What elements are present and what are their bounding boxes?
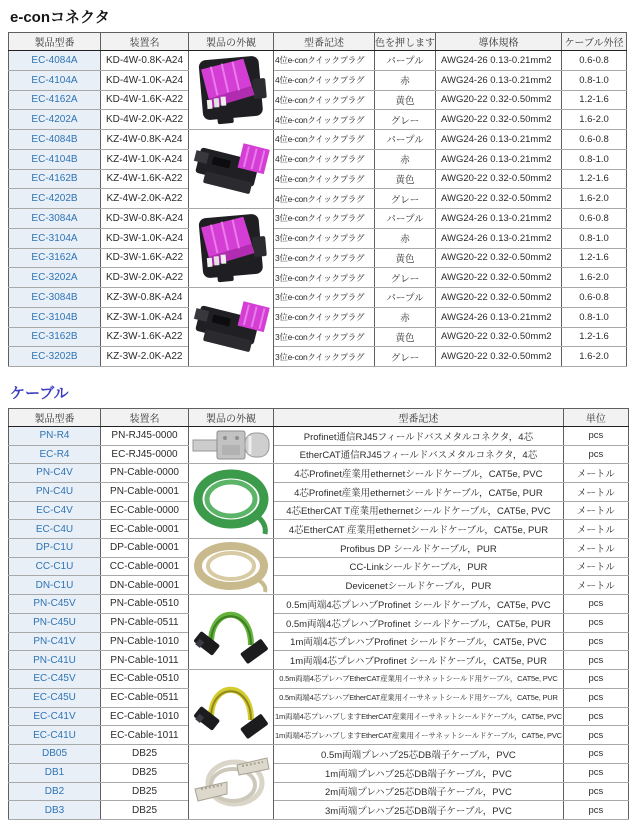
- color-cell: グレー: [375, 110, 436, 130]
- table-row: [9, 347, 627, 367]
- product-model-link[interactable]: PN-R4: [9, 427, 101, 446]
- model-desc-cell: 4位e-conクイックプラグ: [274, 189, 375, 209]
- col-header-desc: 型番記述: [274, 409, 564, 427]
- model-desc-cell: 4芯EtherCAT 産業用ethernetシールドケーブル，CAT5e, PUR: [274, 520, 564, 539]
- col-header-device: 装置名: [101, 409, 189, 427]
- product-photo-cell: [189, 745, 274, 820]
- device-name-cell: PN-Cable-0510: [101, 595, 189, 614]
- table-row: [9, 745, 629, 764]
- device-name-cell: EC-Cable-1011: [101, 726, 189, 745]
- color-cell: グレー: [375, 189, 436, 209]
- product-photo-cell: [189, 670, 274, 745]
- device-name-cell: KZ-3W-1.6K-A22: [101, 327, 189, 347]
- table-row: [9, 613, 629, 632]
- table-row: [9, 248, 627, 268]
- unit-cell: pcs: [563, 801, 628, 820]
- color-cell: 赤: [375, 228, 436, 248]
- model-desc-cell: 1m両端4芯プレハブProfinet シールドケーブル，CAT5e, PVC: [274, 632, 564, 651]
- product-model-link[interactable]: EC-3104B: [9, 307, 101, 327]
- unit-cell: pcs: [563, 595, 628, 614]
- table-row: [9, 576, 629, 595]
- table-row: [9, 707, 629, 726]
- color-cell: 赤: [375, 307, 436, 327]
- green-patch-cable-photo: [189, 595, 273, 669]
- econ-connector-table: [8, 32, 627, 367]
- cable-od-cell: 0.8-1.0: [562, 307, 627, 327]
- model-desc-cell: Profibus DP シールドケーブル，PUR: [274, 539, 564, 558]
- model-desc-cell: 0.5m両端プレハブ25芯DB端子ケーブル，PVC: [274, 745, 564, 764]
- model-desc-cell: Profinet通信RJ45フィールドバスメタルコネクタ，4芯: [274, 427, 564, 446]
- unit-cell: メートル: [563, 464, 628, 483]
- product-photo-cell: [189, 130, 274, 209]
- product-model-link[interactable]: EC-3084B: [9, 288, 101, 308]
- product-model-link[interactable]: EC-4104B: [9, 149, 101, 169]
- product-photo-cell: [189, 51, 274, 130]
- device-name-cell: KD-4W-1.6K-A22: [101, 90, 189, 110]
- cable-od-cell: 1.6-2.0: [562, 189, 627, 209]
- model-desc-cell: 3位e-conクイックプラグ: [274, 288, 375, 308]
- color-cell: パープル: [375, 209, 436, 229]
- product-model-link[interactable]: DN-C1U: [9, 576, 101, 595]
- color-cell: 黄色: [375, 327, 436, 347]
- model-desc-cell: 0.5m両端4芯プレハブProfinet シールドケーブル，CAT5e, PVC: [274, 595, 564, 614]
- cable-od-cell: 1.6-2.0: [562, 268, 627, 288]
- product-model-link[interactable]: EC-4104A: [9, 70, 101, 90]
- model-desc-cell: CC-Linkシールドケーブル，PUR: [274, 557, 564, 576]
- product-model-link[interactable]: EC-C45V: [9, 670, 101, 689]
- col-header-model: 製品型番: [9, 33, 101, 51]
- device-name-cell: KD-3W-0.8K-A24: [101, 209, 189, 229]
- model-desc-cell: 0.5m両端4芯プレハブEtherCAT産業用イーサネットシールド用ケーブル，CAT5e, PUR: [274, 688, 564, 707]
- color-cell: 赤: [375, 70, 436, 90]
- unit-cell: pcs: [563, 613, 628, 632]
- device-name-cell: KD-3W-1.0K-A24: [101, 228, 189, 248]
- device-name-cell: KD-4W-1.0K-A24: [101, 70, 189, 90]
- conductor-spec-cell: AWG20-22 0.32-0.50mm2: [436, 347, 562, 367]
- table-row: [9, 228, 627, 248]
- product-model-link[interactable]: DP-C1U: [9, 539, 101, 558]
- table-row: [9, 51, 627, 71]
- device-name-cell: EC-Cable-1010: [101, 707, 189, 726]
- product-model-link[interactable]: EC-4084B: [9, 130, 101, 150]
- product-model-link[interactable]: EC-4084A: [9, 51, 101, 71]
- table-row: [9, 110, 627, 130]
- econ-connector-angled-photo: [189, 288, 273, 366]
- product-model-link[interactable]: PN-C45U: [9, 613, 101, 632]
- cable-od-cell: 0.8-1.0: [562, 149, 627, 169]
- product-model-link[interactable]: EC-C4V: [9, 501, 101, 520]
- device-name-cell: KD-4W-0.8K-A24: [101, 51, 189, 71]
- model-desc-cell: 1m両端4芯プレハブしますEtherCAT産業用イーサネットシールドケーブル，CAT5e, PVC: [274, 707, 564, 726]
- rj45-metal-connector-photo: [189, 427, 273, 463]
- conductor-spec-cell: AWG20-22 0.32-0.50mm2: [436, 189, 562, 209]
- table-row: [9, 801, 629, 820]
- conductor-spec-cell: AWG20-22 0.32-0.50mm2: [436, 110, 562, 130]
- table-row: [9, 651, 629, 670]
- unit-cell: メートル: [563, 520, 628, 539]
- table-row: [9, 520, 629, 539]
- table-row: [9, 169, 627, 189]
- product-photo-cell: [189, 595, 274, 670]
- model-desc-cell: 4位e-conクイックプラグ: [274, 70, 375, 90]
- device-name-cell: KD-3W-2.0K-A22: [101, 268, 189, 288]
- product-photo-cell: [189, 288, 274, 367]
- device-name-cell: KD-4W-2.0K-A22: [101, 110, 189, 130]
- table-row: [9, 70, 627, 90]
- table-row: [9, 557, 629, 576]
- model-desc-cell: 3m両端プレハブ25芯DB端子ケーブル，PVC: [274, 801, 564, 820]
- conductor-spec-cell: AWG20-22 0.32-0.50mm2: [436, 288, 562, 308]
- unit-cell: pcs: [563, 726, 628, 745]
- product-model-link[interactable]: EC-3162B: [9, 327, 101, 347]
- table-row: [9, 209, 627, 229]
- product-model-link[interactable]: DB05: [9, 745, 101, 764]
- product-model-link[interactable]: EC-3202B: [9, 347, 101, 367]
- product-model-link[interactable]: PN-C4U: [9, 482, 101, 501]
- unit-cell: pcs: [563, 707, 628, 726]
- col-header-unit: 単位: [563, 409, 628, 427]
- product-model-link[interactable]: EC-C41V: [9, 707, 101, 726]
- device-name-cell: PN-Cable-0001: [101, 482, 189, 501]
- product-model-link[interactable]: EC-C45U: [9, 688, 101, 707]
- model-desc-cell: 4芯EtherCAT T産業用ethernetシールドケーブル，CAT5e, PVC: [274, 501, 564, 520]
- device-name-cell: PN-Cable-1010: [101, 632, 189, 651]
- product-model-link[interactable]: EC-4202B: [9, 189, 101, 209]
- col-header-appearance: 製品の外観: [189, 409, 274, 427]
- product-photo-cell: [189, 464, 274, 539]
- device-name-cell: EC-Cable-0000: [101, 501, 189, 520]
- product-model-link[interactable]: EC-3104A: [9, 228, 101, 248]
- device-name-cell: KZ-3W-0.8K-A24: [101, 288, 189, 308]
- table-row: [9, 464, 629, 483]
- device-name-cell: KZ-3W-1.0K-A24: [101, 307, 189, 327]
- product-model-link[interactable]: EC-3202A: [9, 268, 101, 288]
- unit-cell: pcs: [563, 688, 628, 707]
- cable-od-cell: 1.6-2.0: [562, 347, 627, 367]
- unit-cell: pcs: [563, 445, 628, 464]
- model-desc-cell: 3位e-conクイックプラグ: [274, 248, 375, 268]
- cable-section-title: ケーブル: [10, 385, 69, 402]
- device-name-cell: DB25: [101, 763, 189, 782]
- conductor-spec-cell: AWG20-22 0.32-0.50mm2: [436, 268, 562, 288]
- color-cell: 黄色: [375, 248, 436, 268]
- product-model-link[interactable]: DB3: [9, 801, 101, 820]
- color-cell: グレー: [375, 347, 436, 367]
- product-model-link[interactable]: DB1: [9, 763, 101, 782]
- cable-table: [8, 408, 629, 820]
- model-desc-cell: 1m両端4芯プレハブしますEtherCAT産業用イーサネットシールドケーブル，CAT5e, PVC: [274, 726, 564, 745]
- col-header-model: 製品型番: [9, 409, 101, 427]
- model-desc-cell: 3位e-conクイックプラグ: [274, 268, 375, 288]
- model-desc-cell: 0.5m両端4芯プレハブProfinet シールドケーブル，CAT5e, PUR: [274, 613, 564, 632]
- unit-cell: メートル: [563, 482, 628, 501]
- model-desc-cell: 4芯Profinet産業用ethernetシールドケーブル，CAT5e, PUR: [274, 482, 564, 501]
- model-desc-cell: 0.5m両端4芯プレハブEtherCAT産業用イーサネットシールド用ケーブル，CAT5e, PVC: [274, 670, 564, 689]
- table-row: [9, 482, 629, 501]
- table-row: [9, 327, 627, 347]
- cable-od-cell: 0.8-1.0: [562, 228, 627, 248]
- model-desc-cell: 4位e-conクイックプラグ: [274, 149, 375, 169]
- table-row: [9, 307, 627, 327]
- conductor-spec-cell: AWG24-26 0.13-0.21mm2: [436, 130, 562, 150]
- table-row: [9, 149, 627, 169]
- product-model-link[interactable]: DB2: [9, 782, 101, 801]
- model-desc-cell: 1m両端プレハブ25芯DB端子ケーブル，PVC: [274, 763, 564, 782]
- econ-connector-angled-photo: [189, 130, 273, 208]
- model-desc-cell: 1m両端4芯プレハブProfinet シールドケーブル，CAT5e, PUR: [274, 651, 564, 670]
- color-cell: パープル: [375, 51, 436, 71]
- model-desc-cell: 3位e-conクイックプラグ: [274, 307, 375, 327]
- col-header-appearance: 製品の外観: [189, 33, 274, 51]
- conductor-spec-cell: AWG24-26 0.13-0.21mm2: [436, 149, 562, 169]
- conductor-spec-cell: AWG24-26 0.13-0.21mm2: [436, 51, 562, 71]
- unit-cell: pcs: [563, 763, 628, 782]
- product-model-link[interactable]: EC-3084A: [9, 209, 101, 229]
- device-name-cell: DB25: [101, 801, 189, 820]
- model-desc-cell: 4位e-conクイックプラグ: [274, 90, 375, 110]
- conductor-spec-cell: AWG24-26 0.13-0.21mm2: [436, 70, 562, 90]
- cable-od-cell: 0.6-0.8: [562, 288, 627, 308]
- product-model-link[interactable]: EC-4162A: [9, 90, 101, 110]
- beige-cable-coil-photo: [189, 539, 273, 594]
- table-row: [9, 427, 629, 446]
- device-name-cell: EC-Cable-0510: [101, 670, 189, 689]
- device-name-cell: PN-RJ45-0000: [101, 427, 189, 446]
- color-cell: パープル: [375, 288, 436, 308]
- table-row: [9, 670, 629, 689]
- model-desc-cell: EtherCAT通信RJ45フィールドバスメタルコネクタ，4芯: [274, 445, 564, 464]
- econ-connector-section-title: e-conコネクタ: [10, 9, 110, 26]
- cable-od-cell: 1.2-1.6: [562, 90, 627, 110]
- model-desc-cell: 3位e-conクイックプラグ: [274, 347, 375, 367]
- econ-connector-front-photo: [189, 209, 273, 287]
- color-cell: 赤: [375, 149, 436, 169]
- model-desc-cell: 4位e-conクイックプラグ: [274, 51, 375, 71]
- cable-od-cell: 1.2-1.6: [562, 327, 627, 347]
- unit-cell: メートル: [563, 576, 628, 595]
- col-header-conductor: 導体規格: [436, 33, 562, 51]
- col-header-color: 色を押します: [375, 33, 436, 51]
- product-model-link[interactable]: EC-C41U: [9, 726, 101, 745]
- model-desc-cell: 4位e-conクイックプラグ: [274, 169, 375, 189]
- conductor-spec-cell: AWG20-22 0.32-0.50mm2: [436, 327, 562, 347]
- device-name-cell: KZ-3W-2.0K-A22: [101, 347, 189, 367]
- cable-od-cell: 0.6-0.8: [562, 130, 627, 150]
- product-model-link[interactable]: EC-4202A: [9, 110, 101, 130]
- db25-cable-photo: [189, 745, 273, 819]
- table-row: [9, 539, 629, 558]
- conductor-spec-cell: AWG24-26 0.13-0.21mm2: [436, 307, 562, 327]
- product-model-link[interactable]: PN-C41U: [9, 651, 101, 670]
- device-name-cell: KZ-4W-2.0K-A22: [101, 189, 189, 209]
- device-name-cell: KD-3W-1.6K-A22: [101, 248, 189, 268]
- device-name-cell: DB25: [101, 745, 189, 764]
- model-desc-cell: Devicenetシールドケーブル，PUR: [274, 576, 564, 595]
- model-desc-cell: 4芯Profinet産業用ethernetシールドケーブル，CAT5e, PVC: [274, 464, 564, 483]
- col-header-od: ケーブル外径: [562, 33, 627, 51]
- model-desc-cell: 4位e-conクイックプラグ: [274, 130, 375, 150]
- model-desc-cell: 2m両端プレハブ25芯DB端子ケーブル，PVC: [274, 782, 564, 801]
- cable-od-cell: 0.6-0.8: [562, 209, 627, 229]
- device-name-cell: KZ-4W-0.8K-A24: [101, 130, 189, 150]
- model-desc-cell: 3位e-conクイックプラグ: [274, 327, 375, 347]
- table-row: [9, 90, 627, 110]
- model-desc-cell: 3位e-conクイックプラグ: [274, 209, 375, 229]
- unit-cell: pcs: [563, 632, 628, 651]
- unit-cell: pcs: [563, 745, 628, 764]
- table-row: [9, 595, 629, 614]
- table-header-row: [9, 409, 629, 427]
- table-row: [9, 130, 627, 150]
- device-name-cell: DB25: [101, 782, 189, 801]
- product-model-link[interactable]: PN-C41V: [9, 632, 101, 651]
- conductor-spec-cell: AWG20-22 0.32-0.50mm2: [436, 90, 562, 110]
- device-name-cell: DN-Cable-0001: [101, 576, 189, 595]
- table-row: [9, 763, 629, 782]
- yellow-patch-cable-photo: [189, 670, 273, 744]
- cable-od-cell: 1.2-1.6: [562, 169, 627, 189]
- table-row: [9, 445, 629, 464]
- table-row: [9, 189, 627, 209]
- product-photo-cell: [189, 539, 274, 595]
- cable-od-cell: 1.2-1.6: [562, 248, 627, 268]
- product-model-link[interactable]: PN-C4V: [9, 464, 101, 483]
- color-cell: 黄色: [375, 90, 436, 110]
- color-cell: パープル: [375, 130, 436, 150]
- device-name-cell: PN-Cable-0511: [101, 613, 189, 632]
- conductor-spec-cell: AWG20-22 0.32-0.50mm2: [436, 169, 562, 189]
- unit-cell: pcs: [563, 651, 628, 670]
- green-cable-coil-photo: [189, 464, 273, 538]
- device-name-cell: EC-RJ45-0000: [101, 445, 189, 464]
- device-name-cell: CC-Cable-0001: [101, 557, 189, 576]
- device-name-cell: KZ-4W-1.0K-A24: [101, 149, 189, 169]
- col-header-device: 装置名: [101, 33, 189, 51]
- unit-cell: メートル: [563, 557, 628, 576]
- table-row: [9, 268, 627, 288]
- table-header-row: [9, 33, 627, 51]
- model-desc-cell: 3位e-conクイックプラグ: [274, 228, 375, 248]
- product-model-link[interactable]: EC-3162A: [9, 248, 101, 268]
- product-model-link[interactable]: EC-R4: [9, 445, 101, 464]
- unit-cell: メートル: [563, 501, 628, 520]
- device-name-cell: PN-Cable-1011: [101, 651, 189, 670]
- table-row: [9, 501, 629, 520]
- unit-cell: メートル: [563, 539, 628, 558]
- product-model-link[interactable]: EC-C4U: [9, 520, 101, 539]
- table-row: [9, 688, 629, 707]
- product-model-link[interactable]: CC-C1U: [9, 557, 101, 576]
- device-name-cell: EC-Cable-0001: [101, 520, 189, 539]
- device-name-cell: PN-Cable-0000: [101, 464, 189, 483]
- color-cell: 黄色: [375, 169, 436, 189]
- conductor-spec-cell: AWG20-22 0.32-0.50mm2: [436, 248, 562, 268]
- product-photo-cell: [189, 209, 274, 288]
- device-name-cell: EC-Cable-0511: [101, 688, 189, 707]
- table-row: [9, 632, 629, 651]
- table-row: [9, 288, 627, 308]
- color-cell: グレー: [375, 268, 436, 288]
- product-photo-cell: [189, 427, 274, 464]
- device-name-cell: DP-Cable-0001: [101, 539, 189, 558]
- unit-cell: pcs: [563, 427, 628, 446]
- model-desc-cell: 4位e-conクイックプラグ: [274, 110, 375, 130]
- cable-od-cell: 0.8-1.0: [562, 70, 627, 90]
- table-row: [9, 726, 629, 745]
- table-row: [9, 782, 629, 801]
- conductor-spec-cell: AWG24-26 0.13-0.21mm2: [436, 228, 562, 248]
- cable-od-cell: 1.6-2.0: [562, 110, 627, 130]
- econ-connector-front-photo: [189, 51, 273, 129]
- product-model-link[interactable]: EC-4162B: [9, 169, 101, 189]
- cable-od-cell: 0.6-0.8: [562, 51, 627, 71]
- conductor-spec-cell: AWG24-26 0.13-0.21mm2: [436, 209, 562, 229]
- col-header-desc: 型番記述: [274, 33, 375, 51]
- unit-cell: pcs: [563, 670, 628, 689]
- product-model-link[interactable]: PN-C45V: [9, 595, 101, 614]
- unit-cell: pcs: [563, 782, 628, 801]
- device-name-cell: KZ-4W-1.6K-A22: [101, 169, 189, 189]
